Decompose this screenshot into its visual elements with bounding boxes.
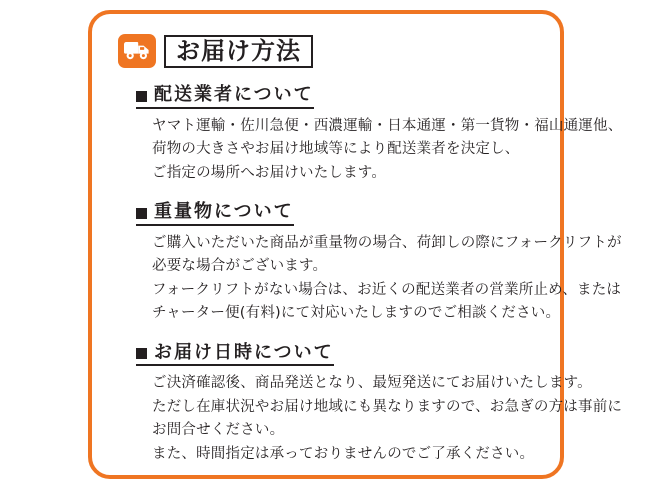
section-title: お届け日時について bbox=[154, 341, 334, 363]
card-header bbox=[118, 34, 534, 68]
section-delivery-date bbox=[114, 341, 623, 467]
body-line: 荷物の大きさやお届け地域等により配送業者を決定し、 bbox=[152, 141, 520, 158]
section-heading bbox=[136, 342, 334, 367]
body-line: また、時間指定は承っておりませんのでご了承ください。 bbox=[152, 445, 535, 462]
card-title: お届け方法 bbox=[176, 36, 301, 65]
section-body bbox=[152, 232, 622, 326]
section-title: 配送業者について bbox=[154, 84, 314, 105]
delivery-info-card bbox=[88, 10, 623, 479]
body-line: ヤマト運輸・佐川急便・西濃運輸・日本通運・第一貨物・福山通運他、 bbox=[152, 117, 623, 134]
body-line: ご指定の場所へお届けいたします。 bbox=[152, 164, 387, 181]
body-line: ご決済確認後、商品発送となり、最短発送にてお届けいたします。 bbox=[152, 375, 592, 392]
body-line: チャーター便(有料)にて対応いたしますのでご相談ください。 bbox=[152, 305, 561, 322]
body-line: フォークリフトがない場合は、お近くの配送業者の営業所止め、または bbox=[152, 281, 622, 298]
body-line: 必要な場合がございます。 bbox=[152, 258, 328, 275]
section-heavy-items bbox=[114, 201, 622, 326]
section-heading bbox=[136, 201, 294, 226]
body-line: ただし在庫状況やお届け地域にも異なりますので、お急ぎの方は事前に bbox=[152, 398, 623, 415]
section-shipping-carrier bbox=[114, 84, 623, 185]
section-body bbox=[152, 372, 623, 466]
card-content bbox=[92, 14, 623, 475]
filled-square-bullet-icon bbox=[136, 208, 147, 219]
delivery-truck-icon bbox=[118, 34, 156, 68]
section-title: 重量物について bbox=[154, 201, 294, 223]
body-line: お問合せください。 bbox=[152, 422, 285, 439]
body-line: ご購入いただいた商品が重量物の場合、荷卸しの際にフォークリフトが bbox=[152, 234, 622, 251]
filled-square-bullet-icon bbox=[136, 348, 147, 359]
card-title-box bbox=[164, 35, 313, 68]
section-heading bbox=[136, 84, 314, 109]
section-body bbox=[152, 115, 623, 185]
filled-square-bullet-icon bbox=[136, 91, 147, 102]
